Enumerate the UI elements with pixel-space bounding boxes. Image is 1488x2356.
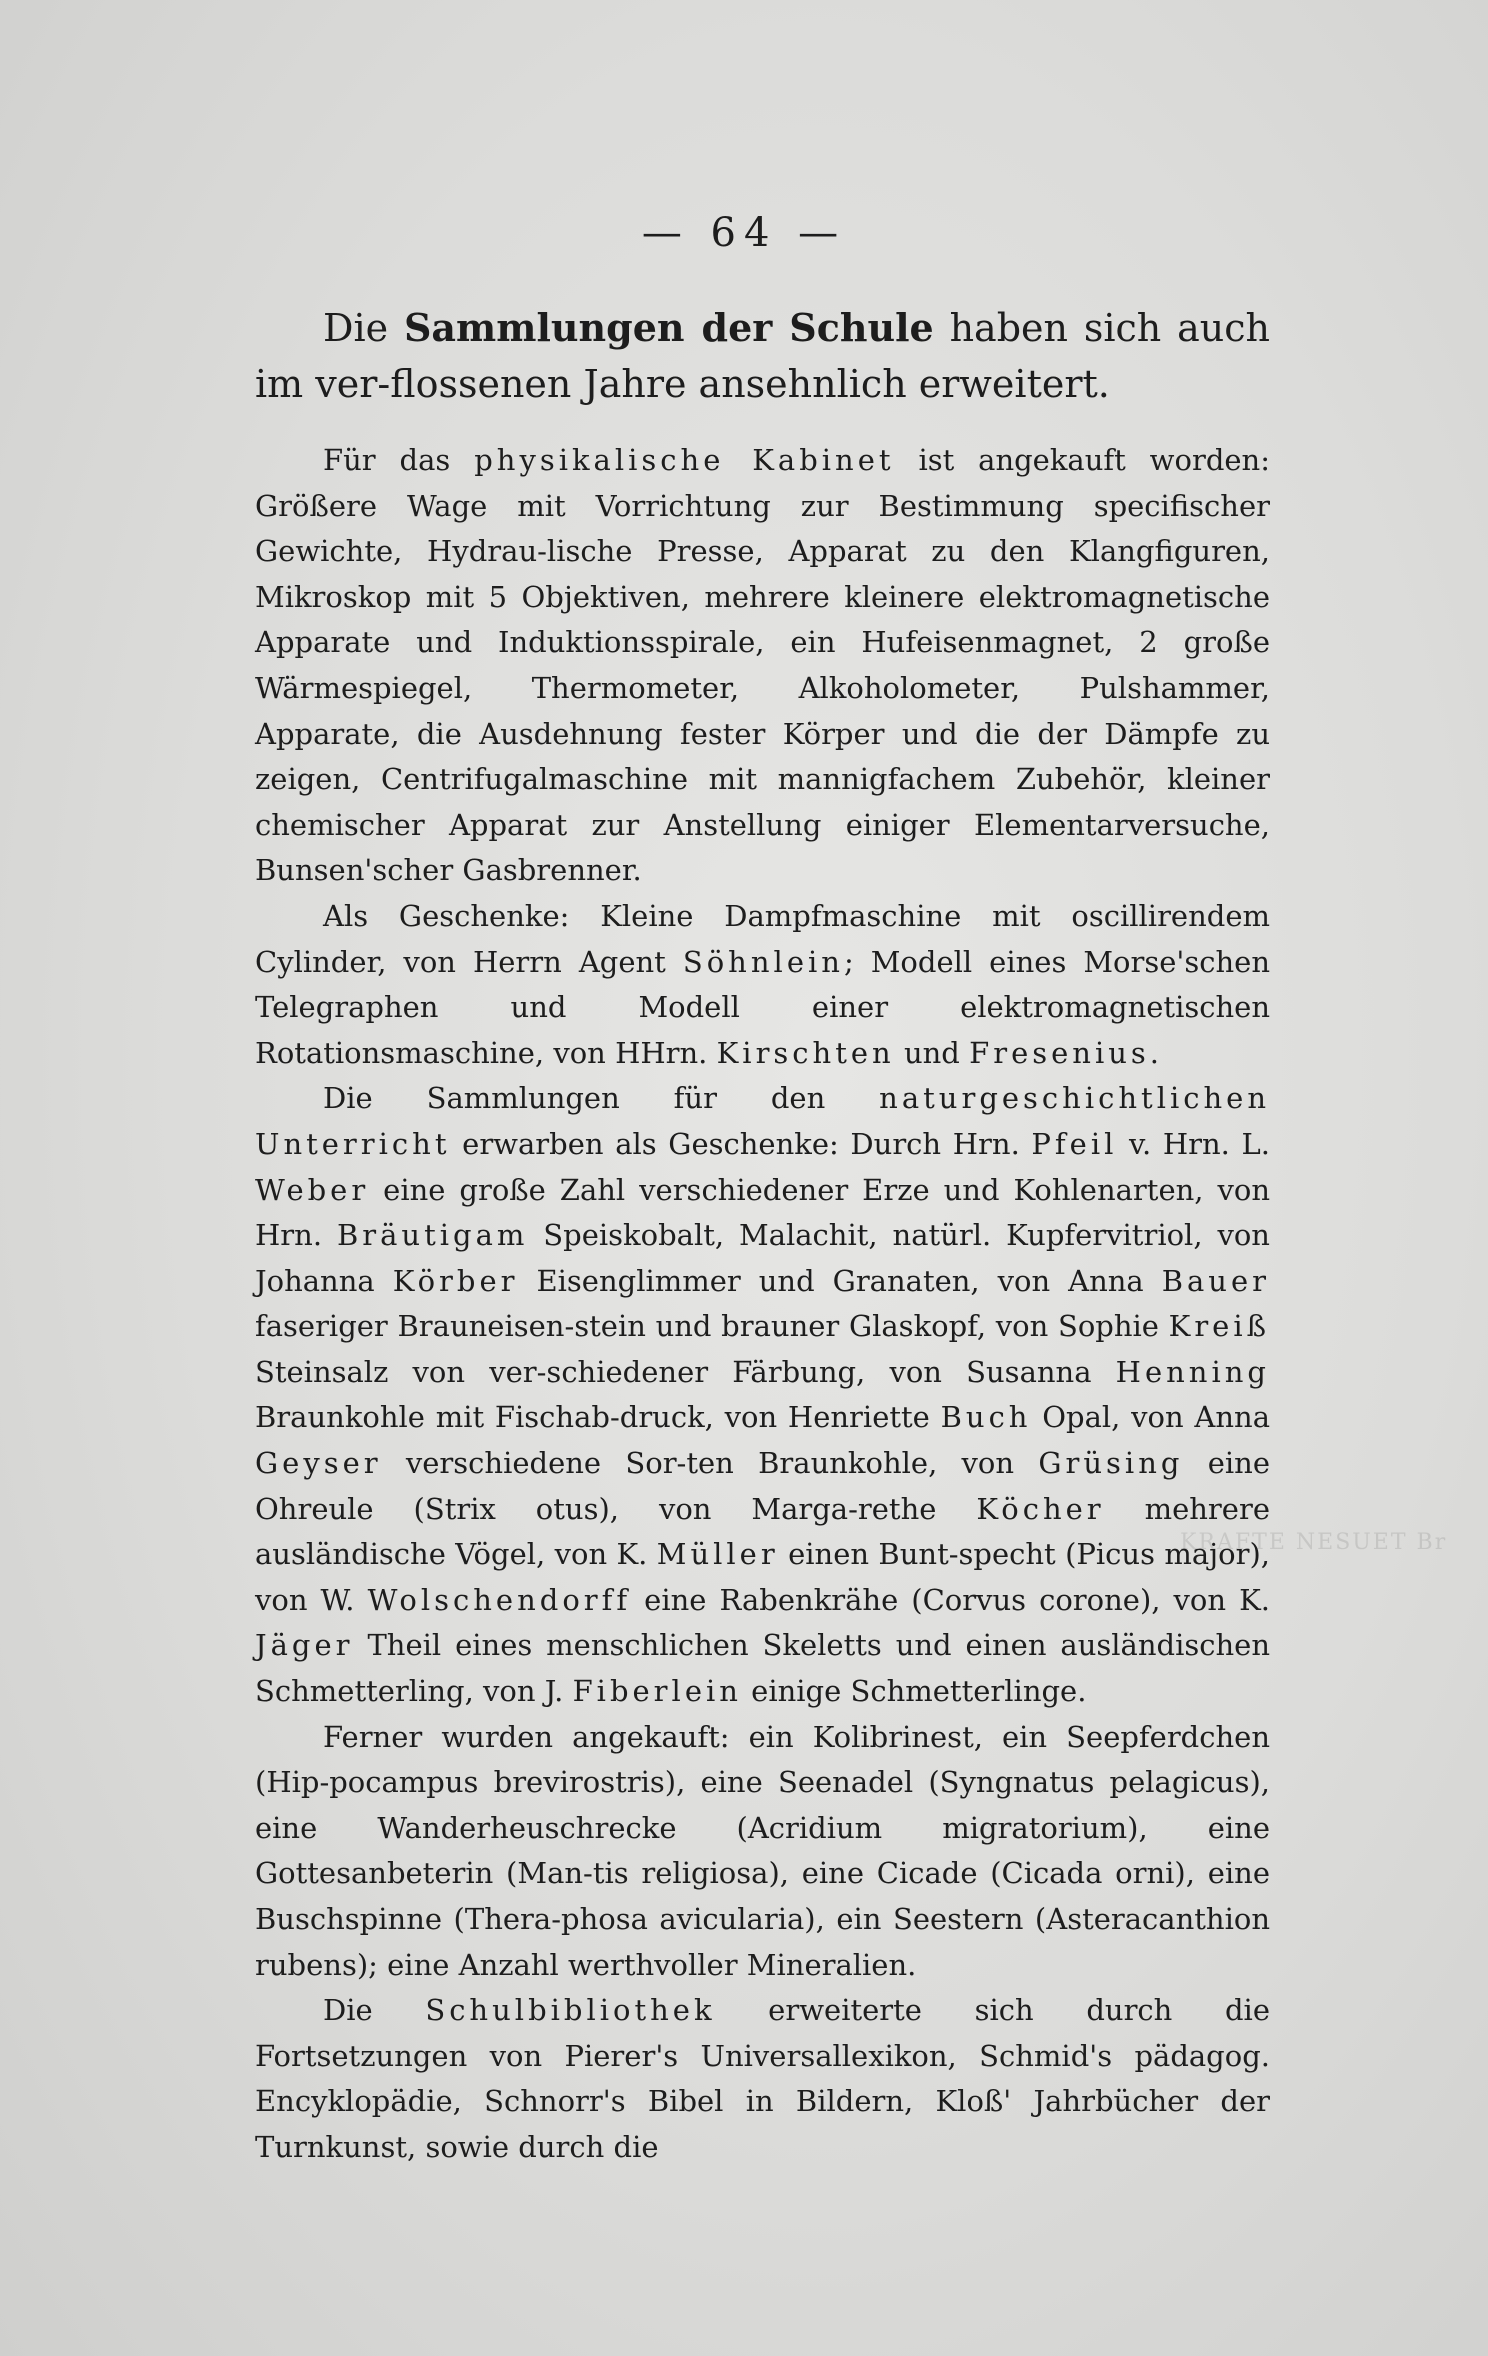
- paragraph-purchases: Ferner wurden angekauft: ein Kolibrinest, ein Seepferdchen (Hip-pocampus brevirostris), eine Seenadel (Syngnatus pelagicus), eine Wanderheuschrecke (Acridium migratorium), eine Gottesanbeterin (Man-tis religiosa), eine Cicade (Cicada orni), eine Buschspinne (Thera-phosa avicularia), ein Seestern (Asteracanthion rubens); eine Anzahl werthvoller Mineralien.: [255, 1719, 1270, 1982]
- text-run: v. Hrn. L.: [1117, 1126, 1270, 1161]
- spaced-name: Kreiß: [1168, 1309, 1270, 1344]
- spaced-name: Fiberlein: [572, 1674, 742, 1709]
- paragraph-library: [255, 1988, 1270, 2170]
- spaced-name: Henning: [1115, 1354, 1270, 1389]
- spaced-name: Kirschten: [716, 1035, 895, 1070]
- text-run: Die Sammlungen für den: [323, 1081, 880, 1116]
- spaced-name: Wolschendorff: [367, 1582, 632, 1617]
- text-run: eine Rabenkrähe (Corvus corone), von K.: [631, 1582, 1270, 1617]
- text-run: Speiskobalt, Malachit, natürl. Kupfervitriol, von Johanna: [255, 1218, 1270, 1298]
- spaced-name: Grüsing: [1038, 1446, 1184, 1481]
- spaced-term: physikalische Kabinet: [474, 443, 895, 477]
- paragraph-natural-history: [255, 1076, 1270, 1714]
- text-run: eine Ohreule (Strix otus), von Marga-rethe: [255, 1446, 1270, 1526]
- intro-text: Die: [323, 306, 404, 350]
- intro-text: haben sich auch im ver-flossenen Jahre ansehnlich erweitert.: [255, 306, 1270, 406]
- text-run: erwarben als Geschenke: Durch Hrn.: [450, 1126, 1032, 1161]
- text-run: Theil eines menschlichen Skeletts und einen ausländischen Schmetterling, von J.: [255, 1628, 1270, 1709]
- text-run: und: [894, 1035, 970, 1070]
- text-run: einen Bunt-specht (Picus major), von W.: [255, 1537, 1270, 1617]
- spaced-name: Jäger: [255, 1628, 354, 1663]
- intro-heading: Sammlungen der Schule: [403, 305, 934, 350]
- text-run: Braunkohle mit Fischab-druck, von Henriette: [255, 1400, 941, 1435]
- text-run: eine große Zahl verschiedener Erze und Kohlenarten, von Hrn.: [255, 1172, 1270, 1253]
- text-run: einige Schmetterlinge.: [741, 1674, 1087, 1709]
- paragraph-gifts: [255, 894, 1270, 1076]
- spaced-name: Bräutigam: [336, 1218, 529, 1253]
- spaced-name: Geyser: [255, 1446, 382, 1481]
- text-run: Steinsalz von ver-schiedener Färbung, von Susanna: [255, 1354, 1116, 1389]
- spaced-name: Fresenius: [969, 1035, 1150, 1070]
- text-run: .: [1149, 1035, 1160, 1070]
- text-run: Opal, von Anna: [1031, 1400, 1270, 1435]
- text-run: Als Geschenke: Kleine Dampfmaschine mit oscillirendem Cylinder, von Herrn Agent: [255, 898, 1270, 979]
- body-text: [255, 300, 1270, 2171]
- spaced-name: Pfeil: [1031, 1126, 1118, 1161]
- text-run: faseriger Brauneisen-stein und brauner Glaskopf, von Sophie: [255, 1309, 1169, 1344]
- text-run: ; Modell eines Morse'schen Telegraphen und Modell einer elektromagnetischen Rotationsmaschine, von HHrn.: [255, 944, 1271, 1070]
- spaced-name: Weber: [255, 1172, 370, 1207]
- bleed-through-text: KRAFTE NESUET Br: [1180, 1530, 1448, 1555]
- spaced-name: Köcher: [976, 1491, 1105, 1526]
- page-number: — 64 —: [641, 210, 847, 256]
- text-run: erweiterte sich durch die Fortsetzungen von Pierer's Universallexikon, Schmid's pädagog. Encyklopädie, Schnorr's Bibel in Bildern, Kloß' Jahrbücher der Turnkunst, sowie durch die: [255, 1993, 1270, 2164]
- spaced-name: Söhnlein: [682, 944, 844, 979]
- text-run: Eisenglimmer und Granaten, von Anna: [518, 1263, 1162, 1298]
- spaced-name: Müller: [656, 1537, 779, 1572]
- text-run: mehrere ausländische Vögel, von K.: [255, 1491, 1270, 1572]
- text-run: ist angekauft worden: Größere Wage mit Vorrichtung zur Bestimmung specifischer Gewichte, Hydrau-lische Presse, Apparat zu den Klangfiguren, Mikroskop mit 5 Objektiven, mehrere kleinere elektromagnetische Apparate und Induktionsspirale, ein Hufeisenmagnet, 2 große Wärmespiegel, Thermometer, Alkoholometer, Pulshammer, Apparate, die Ausdehnung fester Körper und die der Dämpfe zu zeigen, Centrifugalmaschine mit mannigfachem Zubehör, kleiner chemischer Apparat zur Anstellung einiger Elementarversuche, Bunsen'scher Gasbrenner.: [255, 443, 1270, 888]
- text-run: verschiedene Sor-ten Braunkohle, von: [381, 1446, 1039, 1481]
- text-run: Die: [323, 1993, 426, 2028]
- spaced-name: Körber: [392, 1263, 519, 1298]
- section-intro: [255, 300, 1270, 412]
- spaced-term: naturgeschichtlichen Unterricht: [255, 1081, 1270, 1161]
- text-run: Für das: [323, 443, 475, 477]
- paragraph-physics-cabinet: [255, 438, 1270, 894]
- spaced-name: Buch: [940, 1400, 1032, 1435]
- spaced-name: Bauer: [1161, 1263, 1271, 1298]
- spaced-term: Schulbibliothek: [425, 1993, 716, 2028]
